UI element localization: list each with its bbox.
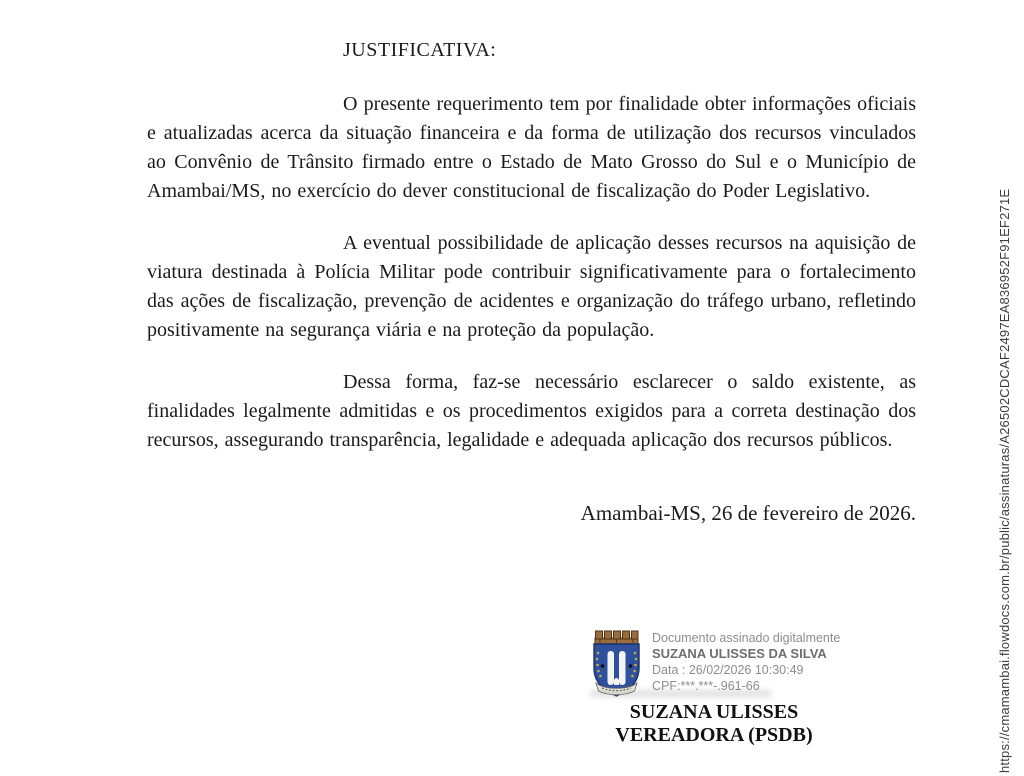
coat-of-arms-icon	[588, 628, 645, 698]
stamp-signer-name: SUZANA ULISSES DA SILVA	[652, 646, 827, 661]
signer-role: VEREADORA (PSDB)	[615, 724, 813, 746]
paragraph-1: O presente requerimento tem por finalidade obter informações oficiais e atualizadas acerca da situação financeira e da forma de utilização dos recursos vinculados ao Convênio de Trânsito firmado entre o Estado de Mato Grosso do Sul e o Município de Amambai/MS, no exercício do dever constitucional de fiscalização do Poder Legislativo.	[147, 93, 916, 202]
signer-name: SUZANA ULISSES	[629, 701, 799, 723]
stamp-text-block	[652, 628, 840, 694]
paragraph-2: A eventual possibilidade de aplicação desses recursos na aquisição de viatura destinada à Polícia Militar pode contribuir significativamente para o fortalecimento das ações de fiscalização, prevenção de acidentes e organização do tráfego urbano, refletindo positivamente na segurança viária e na proteção da população.	[147, 232, 916, 341]
digital-signature-stamp	[588, 628, 840, 698]
paragraph-3: Dessa forma, faz-se necessário esclarecer o saldo existente, as finalidades legalmente admitidas e os procedimentos exigidos para a correta destinação dos recursos, assegurando transparência, legalidade e adequada aplicação dos recursos públicos.	[147, 371, 916, 451]
stamp-date: Data : 26/02/2026 10:30:49	[652, 663, 804, 677]
place-date-line: Amambai-MS, 26 de fevereiro de 2026.	[580, 501, 916, 525]
verification-url-vertical: https://cmamambai.flowdocs.com.br/public/assinaturas/A26502CDCAF2497EA836952F91EF271E	[997, 188, 1012, 773]
signature-block	[585, 701, 843, 747]
stamp-line-signed-digitally: Documento assinado digitalmente	[652, 631, 841, 645]
page-title: JUSTIFICATIVA:	[343, 39, 497, 61]
scan-smudge-artifact	[590, 690, 772, 697]
document-body	[147, 36, 916, 528]
stamp-cpf: CPF:***.***-.961-66	[652, 679, 760, 693]
